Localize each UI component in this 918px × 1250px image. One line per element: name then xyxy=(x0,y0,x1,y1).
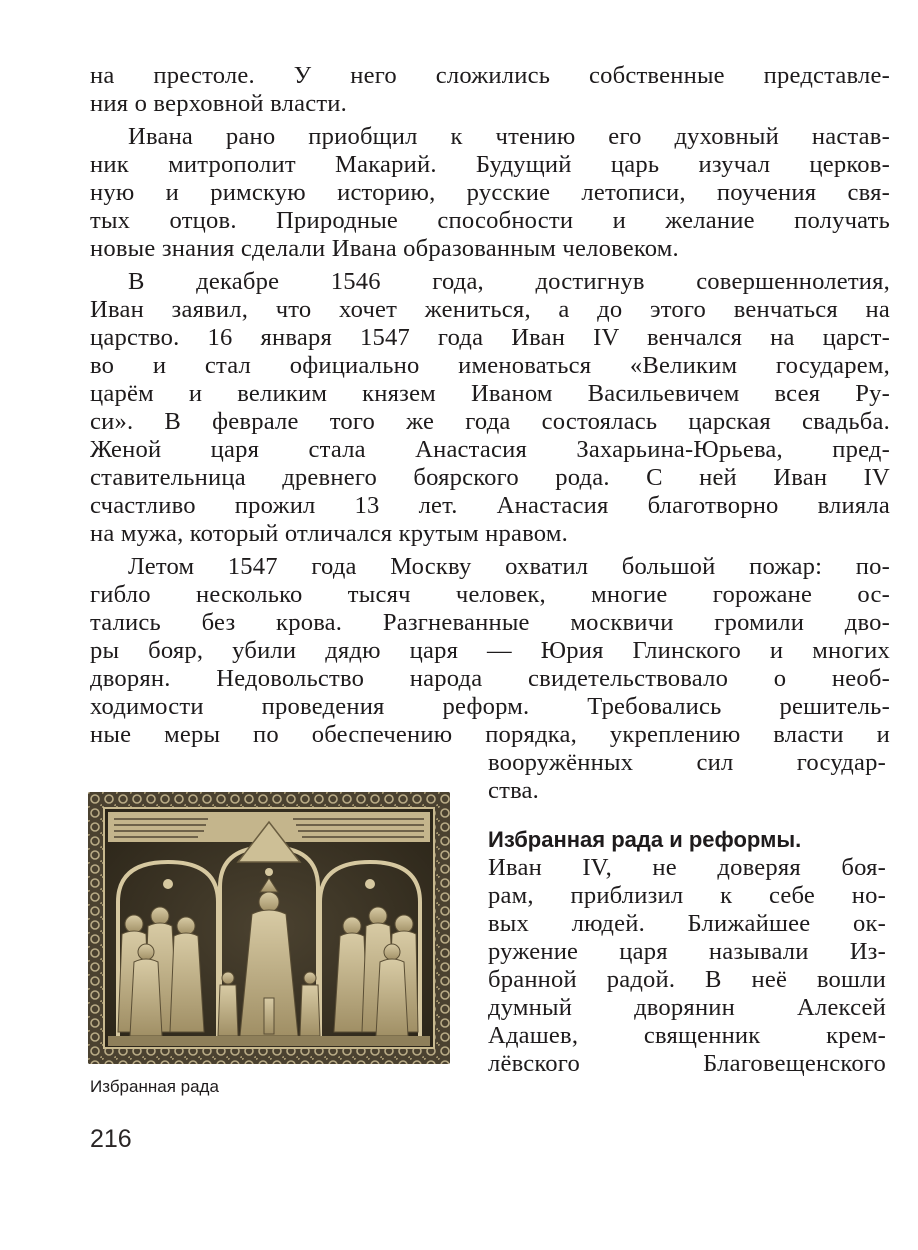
text-line: царём и великим князем Иваном Васильевичем всея Ру- xyxy=(90,380,890,407)
text-line: ры бояр, убили дядю царя — Юрия Глинского и многих xyxy=(90,637,890,664)
text-line: си». В феврале того же года состоялась царская свадьба. xyxy=(90,408,890,435)
text-line: ставительница древнего боярского рода. С ней Иван IV xyxy=(90,464,890,491)
text-line: ния о верховной власти. xyxy=(90,90,347,117)
text-line: царство. 16 января 1547 года Иван IV венчался на царст- xyxy=(90,324,890,351)
text-line: рам, приблизил к себе но- xyxy=(488,882,886,909)
figure-caption: Избранная рада xyxy=(90,1077,219,1096)
text-line: ружение царя называли Из- xyxy=(488,938,886,965)
text-line: Иван IV, не доверяя боя- xyxy=(488,854,886,881)
text-line: ную и римскую историю, русские летописи, поучения свя- xyxy=(90,179,890,206)
text-line: вых людей. Ближайшее ок- xyxy=(488,910,886,937)
relief-illustration xyxy=(88,792,450,1064)
text-line: ства. xyxy=(488,777,540,804)
text-line: тались без крова. Разгневанные москвичи громили дво- xyxy=(90,609,890,636)
text-line: тых отцов. Природные способности и желание получать xyxy=(90,207,890,234)
text-line: новые знания сделали Ивана образованным человеком. xyxy=(90,235,679,262)
text-line: счастливо прожил 13 лет. Анастасия благотворно влияла xyxy=(90,492,890,519)
text-line: ник митрополит Макарий. Будущий царь изучал церков- xyxy=(90,151,890,178)
text-line: дворян. Недовольство народа свидетельствовало о необ- xyxy=(90,665,890,692)
page-number: 216 xyxy=(90,1125,132,1153)
text-line: лёвского Благовещенского xyxy=(488,1050,886,1077)
text-line: думный дворянин Алексей xyxy=(488,994,886,1021)
text-line: гибло несколько тысяч человек, многие горожане ос- xyxy=(90,581,890,608)
text-line: Ивана рано приобщил к чтению его духовный настав- xyxy=(128,123,890,150)
text-line: вооружённых сил государ- xyxy=(488,749,886,776)
text-line: Адашев, священник крем- xyxy=(488,1022,886,1049)
section-heading: Избранная рада и реформы. xyxy=(488,827,802,852)
text-line: Летом 1547 года Москву охватил большой пожар: по- xyxy=(128,553,890,580)
text-line: ные меры по обеспечению порядка, укреплению власти и xyxy=(90,721,890,748)
text-line: во и стал официально именоваться «Великим государем, xyxy=(90,352,890,379)
text-line: В декабре 1546 года, достигнув совершеннолетия, xyxy=(128,268,890,295)
text-line: на престоле. У него сложились собственные представле- xyxy=(90,62,890,89)
text-line: Женой царя стала Анастасия Захарьина-Юрьева, пред- xyxy=(90,436,890,463)
text-line: бранной радой. В неё вошли xyxy=(488,966,886,993)
text-line: ходимости проведения реформ. Требовались решитель- xyxy=(90,693,890,720)
text-line: на мужа, который отличался крутым нравом. xyxy=(90,520,568,547)
text-line: Иван заявил, что хочет жениться, а до этого венчаться на xyxy=(90,296,890,323)
